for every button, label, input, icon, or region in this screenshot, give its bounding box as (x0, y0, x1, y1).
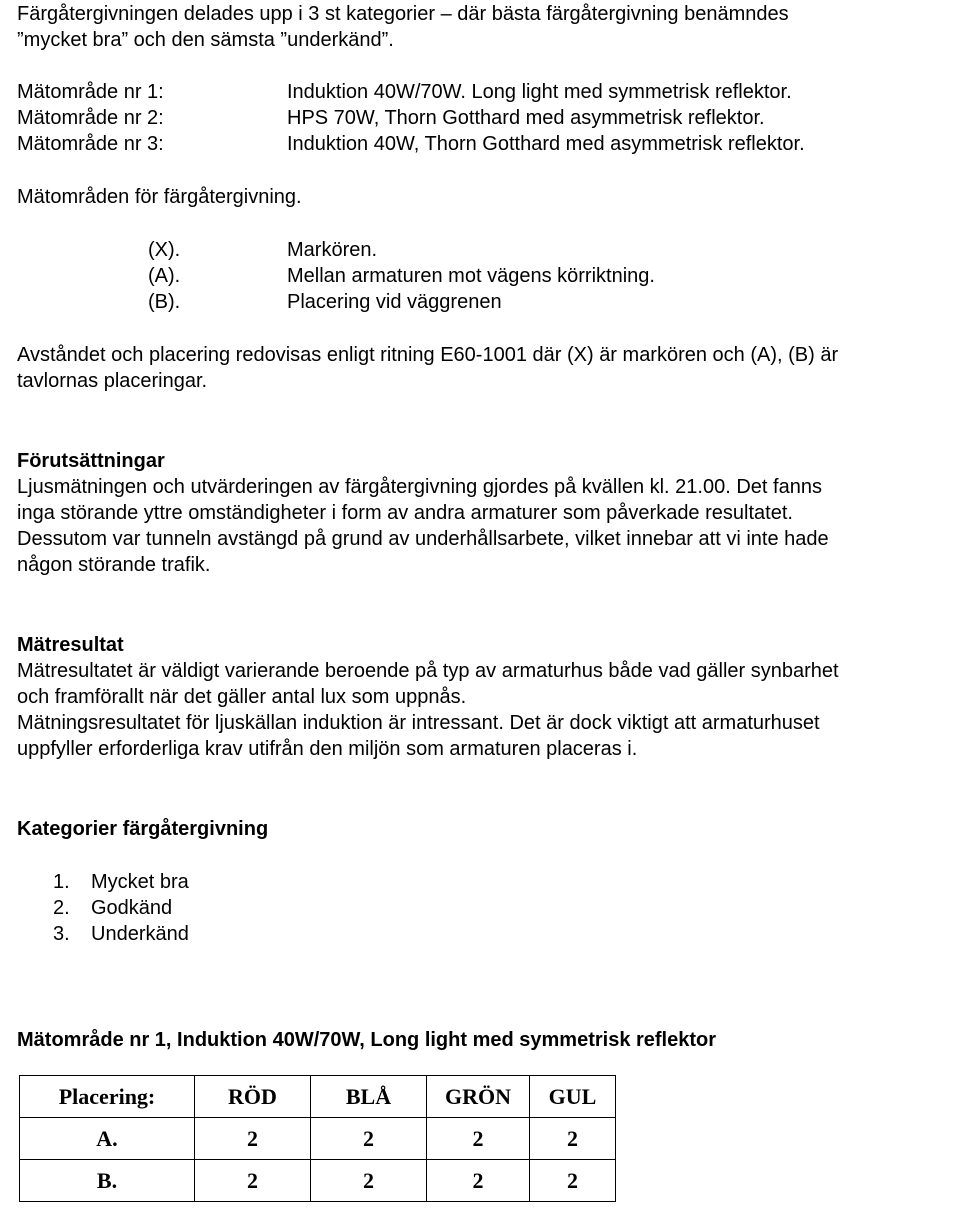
category-label: Mycket bra (91, 871, 189, 893)
categories-heading: Kategorier färgåtergivning (17, 818, 269, 840)
category-item (53, 921, 189, 947)
area-text: Induktion 40W, Thorn Gotthard med asymmetrisk reflektor. (287, 133, 805, 155)
category-label: Godkänd (91, 897, 173, 919)
marker-row-b (17, 289, 947, 315)
category-item (53, 869, 189, 895)
table-row (20, 1118, 616, 1160)
area-row-1 (17, 79, 947, 105)
distance-line-1: Avståndet och placering redovisas enligt ritning E60-1001 där (X) är markören och (A), (B) är (17, 344, 839, 366)
table-cell: 2 (311, 1118, 427, 1160)
table-header-cell: RÖD (195, 1076, 311, 1118)
table-cell: 2 (530, 1160, 616, 1202)
results-line-4: uppfyller erforderliga krav utifrån den miljön som armaturen placeras i. (17, 738, 638, 760)
areas-heading: Mätområden för färgåtergivning. (17, 186, 302, 208)
table-header-cell: BLÅ (311, 1076, 427, 1118)
area-row-3 (17, 131, 947, 157)
area-label: Mätområde nr 2: (17, 107, 164, 129)
table-cell: 2 (311, 1160, 427, 1202)
results-line-2: och framförallt när det gäller antal lux som uppnås. (17, 686, 467, 708)
results-table (19, 1075, 616, 1202)
category-item (53, 895, 172, 921)
area-text: Induktion 40W/70W. Long light med symmetrisk reflektor. (287, 81, 792, 103)
table-header-cell: Placering: (20, 1076, 195, 1118)
distance-line-2: tavlornas placeringar. (17, 370, 208, 392)
marker-text: Placering vid väggrenen (287, 291, 502, 313)
conditions-line-2: inga störande yttre omständigheter i form av andra armaturer som påverkade resultatet. (17, 502, 793, 524)
marker-text: Markören. (287, 239, 378, 261)
results-line-3: Mätningsresultatet för ljuskällan induktion är intressant. Det är dock viktigt att armaturhuset (17, 712, 820, 734)
marker-code: (A). (148, 265, 181, 287)
area-text: HPS 70W, Thorn Gotthard med asymmetrisk reflektor. (287, 107, 765, 129)
marker-code: (X). (148, 239, 181, 261)
intro-line-2: ”mycket bra” och den sämsta ”underkänd”. (17, 29, 394, 51)
conditions-heading: Förutsättningar (17, 450, 165, 472)
table-cell: 2 (427, 1160, 530, 1202)
marker-code: (B). (148, 291, 181, 313)
table-header-cell: GRÖN (427, 1076, 530, 1118)
category-number: 1. (53, 871, 70, 893)
results-heading: Mätresultat (17, 634, 124, 656)
category-number: 3. (53, 923, 70, 945)
intro-line-1: Färgåtergivningen delades upp i 3 st kategorier – där bästa färgåtergivning benämndes (17, 3, 789, 25)
area1-heading: Mätområde nr 1, Induktion 40W/70W, Long light med symmetrisk reflektor (17, 1029, 717, 1051)
table-cell: 2 (427, 1118, 530, 1160)
marker-row-a (17, 263, 947, 289)
conditions-line-3: Dessutom var tunneln avstängd på grund av underhållsarbete, vilket innebar att vi inte hade (17, 528, 829, 550)
table-header-cell: GUL (530, 1076, 616, 1118)
area-label: Mätområde nr 1: (17, 81, 164, 103)
table-cell: B. (20, 1160, 195, 1202)
category-label: Underkänd (91, 923, 189, 945)
area-label: Mätområde nr 3: (17, 133, 164, 155)
conditions-line-4: någon störande trafik. (17, 554, 211, 576)
conditions-line-1: Ljusmätningen och utvärderingen av färgåtergivning gjordes på kvällen kl. 21.00. Det fanns (17, 476, 822, 498)
results-line-1: Mätresultatet är väldigt varierande beroende på typ av armaturhus både vad gäller synbarhet (17, 660, 839, 682)
table-cell: A. (20, 1118, 195, 1160)
table-header-row (20, 1076, 616, 1118)
marker-text: Mellan armaturen mot vägens körriktning. (287, 265, 655, 287)
category-number: 2. (53, 897, 70, 919)
marker-row-x (17, 237, 947, 263)
area-row-2 (17, 105, 947, 131)
table-row (20, 1160, 616, 1202)
table-cell: 2 (195, 1118, 311, 1160)
table-cell: 2 (195, 1160, 311, 1202)
table-cell: 2 (530, 1118, 616, 1160)
